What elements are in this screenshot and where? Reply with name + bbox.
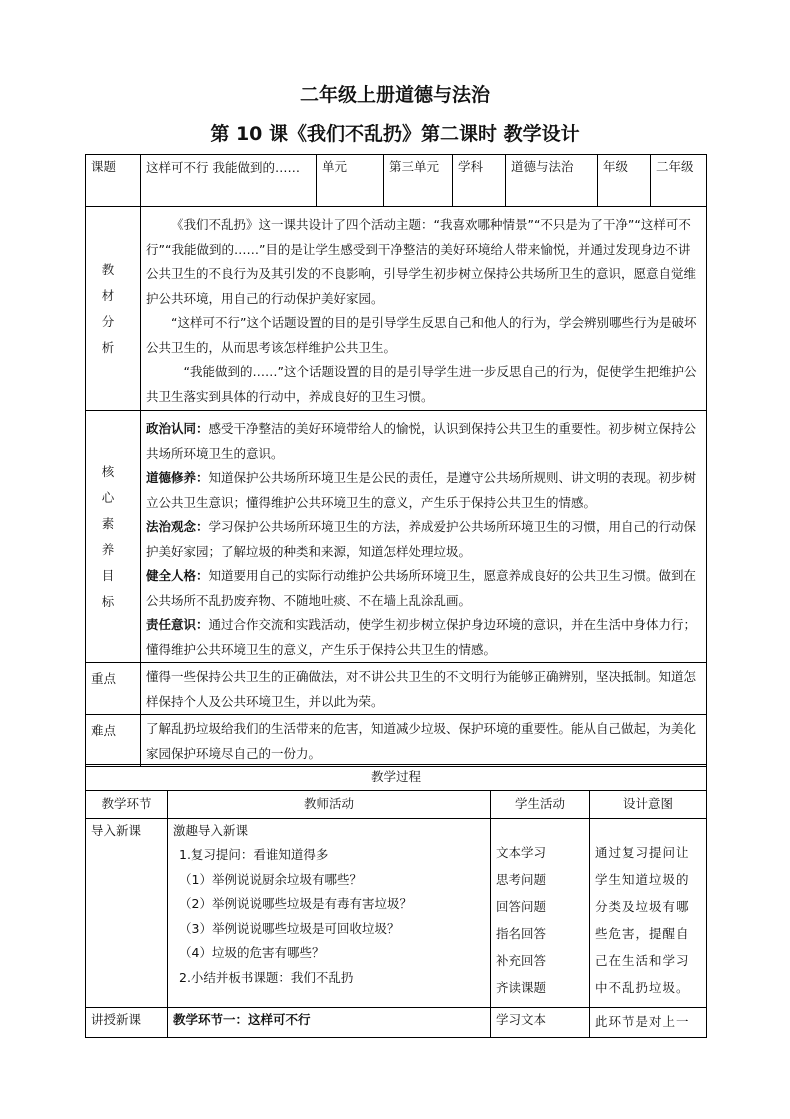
teaching-process-table (85, 764, 707, 1038)
goal-item (146, 613, 701, 662)
student-activity: 思考问题 (496, 871, 547, 887)
analysis-label: 教 材 分 析 (86, 207, 141, 411)
grade-label: 年级 (598, 155, 651, 207)
teacher-line: （1）举例说说厨余垃圾有哪些？ (179, 871, 362, 887)
lesson-info-table (85, 154, 707, 767)
student-activity: 文本学习 (496, 844, 547, 860)
goal-text: 知道保护公共场所环境卫生是公民的责任，是遵守公共场所规则、讲文明的表现。初步树立公共卫生意识；懂得维护公共环境卫生的意义，产生乐于保持公共卫生的情感。 (146, 470, 697, 510)
intent-cell: 此环节是对上一 (590, 1007, 707, 1037)
process-title: 教学过程 (86, 765, 707, 791)
goal-text: 通过合作交流和实践活动，使学生初步树立保护身边环境的意识，并在生活中身体力行；懂得维护公共环境卫生的意义，产生乐于保持公共卫生的情感。 (146, 617, 697, 657)
analysis-row (86, 207, 707, 411)
process-row (86, 818, 707, 1007)
student-activity: 指名回答 (496, 925, 547, 941)
process-title-row (86, 765, 707, 791)
analysis-paragraph: “我能做到的……”这个话题设置的目的是引导学生进一步反思自己的行为，促使学生把维护公共卫生落实到具体的行动中，养成良好的卫生习惯。 (146, 364, 697, 404)
teacher-cell (168, 818, 491, 1007)
goal-text: 知道要用自己的实际行动维护公共场所环境卫生，愿意养成良好的公共卫生习惯。做到在公共场所不乱扔废弃物、不随地吐痰、不在墙上乱涂乱画。 (146, 568, 697, 608)
subject-value: 道德与法治 (506, 155, 598, 207)
process-header-row (86, 790, 707, 818)
topic-label: 课题 (86, 155, 141, 207)
grade-value: 二年级 (651, 155, 707, 207)
analysis-content (141, 207, 707, 411)
difficult-label: 难点 (86, 715, 141, 767)
teacher-cell: 教学环节一：这样可不行 (168, 1007, 491, 1037)
teacher-title: 激趣导入新课 (173, 822, 249, 838)
key-row (86, 663, 707, 715)
analysis-paragraph: 《我们不乱扔》这一课共设计了四个活动主题：“我喜欢哪种情景”“不只是为了干净”“这样可不行”“我能做到的……”目的是让学生感受到干净整洁的美好环境给人带来愉悦，并通过发现身边不讲公共卫生的不良行为及其引发的不良影响，引导学生初步树立保持公共场所卫生的意识，愿意自觉维护公共环境，用自己的行动保护美好家园。 (146, 217, 697, 306)
info-row (86, 155, 707, 207)
stage-cell: 讲授新课 (86, 1007, 168, 1037)
unit-value: 第三单元 (384, 155, 453, 207)
goal-head: 政治认同： (146, 421, 209, 436)
key-label: 重点 (86, 663, 141, 715)
topic-value: 这样可不行 我能做到的…… (141, 155, 317, 207)
teacher-line: （2）举例说说哪些垃圾是有毒有害垃圾？ (179, 896, 412, 911)
stage-cell: 导入新课 (86, 818, 168, 1007)
student-cell (491, 818, 590, 1007)
goal-head: 道德修养： (146, 470, 209, 485)
goal-head: 健全人格： (146, 568, 209, 583)
goal-text: 感受干净整洁的美好环境带给人的愉悦，认识到保持公共卫生的重要性。初步树立保持公共场所环境卫生的意识。 (146, 421, 697, 461)
teacher-line: 1.复习提问：看谁知道得多 (179, 847, 329, 862)
subject-label: 学科 (453, 155, 506, 207)
header-teacher: 教师活动 (168, 790, 491, 818)
student-activity: 齐读课题 (496, 979, 547, 995)
analysis-paragraph: “这样可不行”这个话题设置的目的是引导学生反思自己和他人的行为，学会辨别哪些行为是破坏公共卫生的，从而思考该怎样维护公共卫生。 (146, 315, 697, 355)
goal-head: 责任意识： (146, 617, 209, 632)
student-activity: 回答问题 (496, 898, 547, 914)
difficult-content: 了解乱扔垃圾给我们的生活带来的危害，知道减少垃圾、保护环境的重要性。能从自己做起，为美化家园保护环境尽自己的一份力。 (141, 715, 707, 767)
goals-content (141, 411, 707, 663)
goal-head: 法治观念： (146, 519, 209, 534)
header-student: 学生活动 (491, 790, 590, 818)
goal-item (146, 564, 701, 613)
document-subtitle: 第 10 课《我们不乱扔》第二课时 教学设计 (210, 123, 580, 145)
unit-label: 单元 (317, 155, 384, 207)
goals-label: 核 心 素 养 目 标 (86, 411, 141, 663)
goal-item (146, 466, 701, 515)
teacher-line: 2.小结并板书课题：我们不乱扔 (179, 969, 354, 985)
teacher-line: （4）垃圾的危害有哪些？ (179, 945, 325, 960)
document-title: 二年级上册道德与法治 (299, 84, 490, 106)
process-row (86, 1007, 707, 1037)
goal-text: 学习保护公共场所环境卫生的方法，养成爱护公共场所环境卫生的习惯，用自己的行动保护美好家园；了解垃圾的种类和来源，知道怎样处理垃圾。 (146, 519, 697, 559)
header-intent: 设计意图 (590, 790, 707, 818)
key-content: 懂得一些保持公共卫生的正确做法，对不讲公共卫生的不文明行为能够正确辨别，坚决抵制。知道怎样保持个人及公共环境卫生，并以此为荣。 (141, 663, 707, 715)
teacher-line: （3）举例说说哪些垃圾是可回收垃圾？ (179, 920, 400, 936)
goal-item (146, 417, 701, 466)
goals-row (86, 411, 707, 663)
goal-item (146, 515, 701, 564)
difficult-row (86, 715, 707, 767)
student-cell: 学习文本 (491, 1007, 590, 1037)
header-stage: 教学环节 (86, 790, 168, 818)
intent-cell: 通过复习提问让学生知道垃圾的分类及垃圾有哪些危害，提醒自己在生活和学习中不乱扔垃圾。 (590, 818, 707, 1007)
student-activity: 补充回答 (496, 952, 547, 968)
